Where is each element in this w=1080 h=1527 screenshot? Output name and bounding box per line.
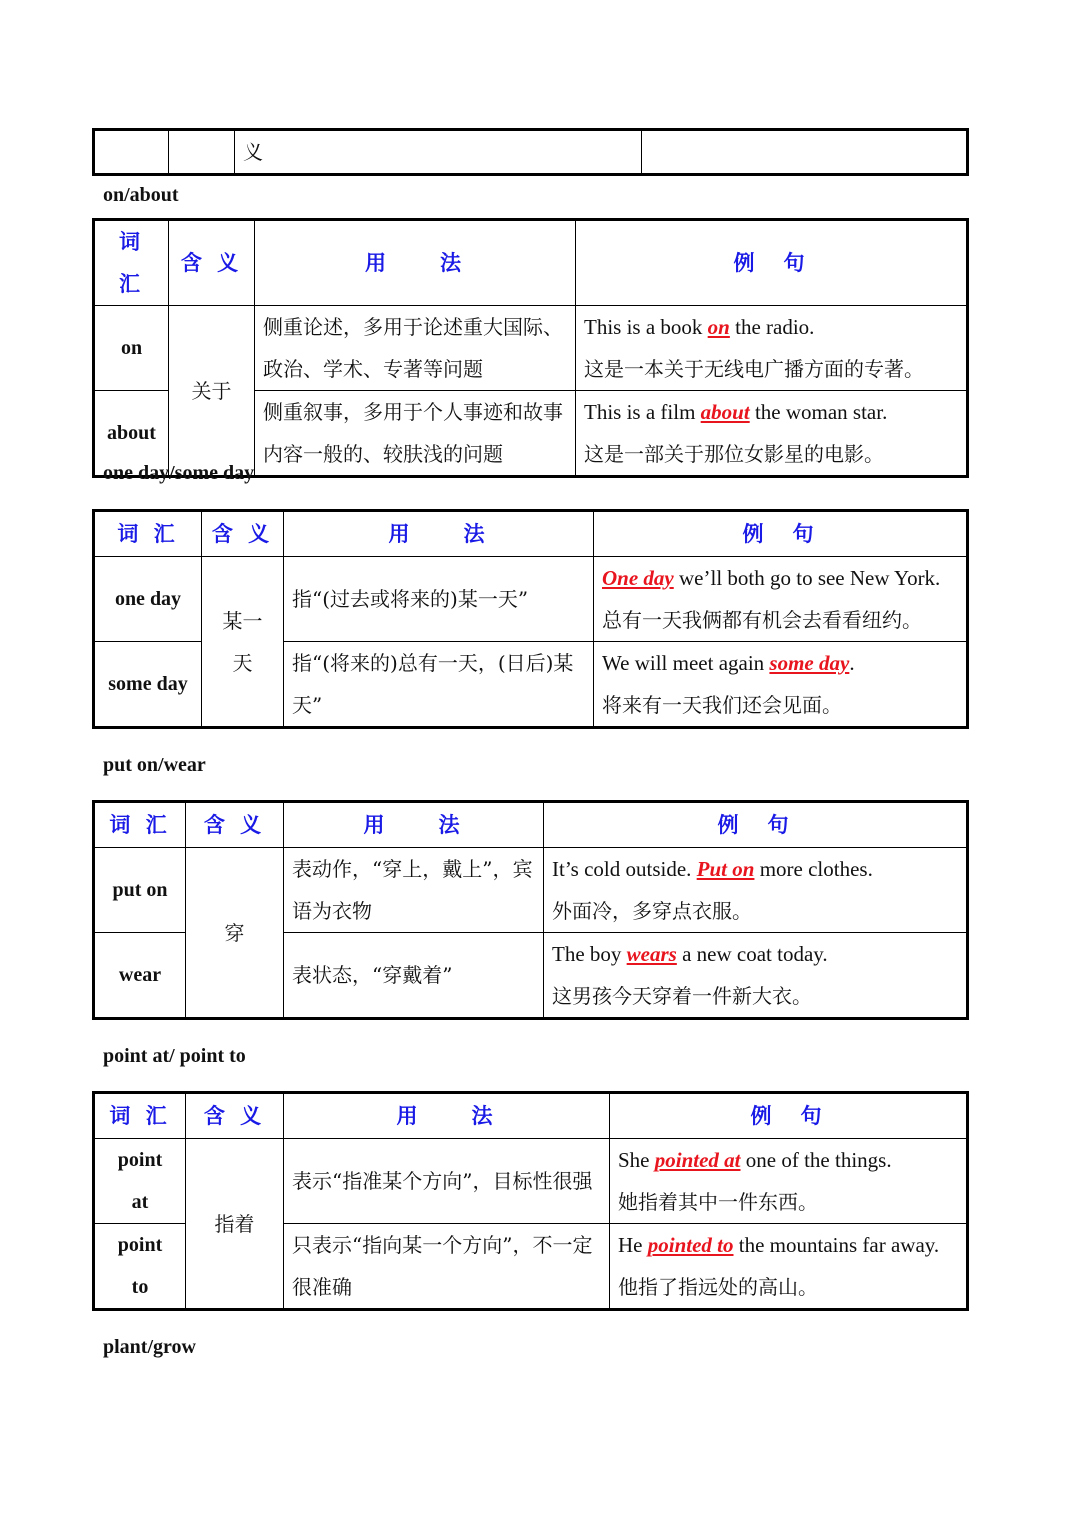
highlight-phrase: wears: [626, 942, 677, 966]
vocab-usage: 表状态，“穿戴着”: [284, 933, 544, 1019]
vocab-meaning: 某一天: [202, 557, 284, 728]
header-word: 词 汇: [94, 220, 169, 306]
example-zh: 总有一天我俩都有机会去看看纽约。: [602, 608, 922, 632]
vocab-meaning: 穿: [186, 848, 284, 1019]
vocab-example: [544, 848, 968, 933]
highlight-phrase: pointed at: [654, 1148, 741, 1172]
example-zh: 将来有一天我们还会见面。: [602, 693, 842, 717]
highlight-phrase: pointed to: [647, 1233, 734, 1257]
vocab-word: about: [94, 391, 169, 477]
section-heading: put on/wear: [103, 754, 206, 776]
vocab-word: on: [94, 306, 169, 391]
vocab-usage: 侧重论述，多用于论述重大国际、政治、学术、专著等问题: [255, 306, 576, 391]
highlight-phrase: One day: [602, 566, 674, 590]
vocab-example: [610, 1139, 968, 1224]
vocab-usage: 指“(过去或将来的)某一天”: [284, 557, 594, 642]
vocab-word: point to: [94, 1224, 186, 1310]
vocab-meaning: 指着: [186, 1139, 284, 1310]
header-usage: 用 法: [255, 220, 576, 306]
highlight-phrase: Put on: [696, 857, 755, 881]
highlight-phrase: about: [700, 400, 750, 424]
vocab-word: one day: [94, 557, 202, 642]
example-en: This is a film about the woman star.: [584, 400, 888, 424]
vocab-usage: 表动作，“穿上，戴上”，宾语为衣物: [284, 848, 544, 933]
top-fragment-table: [92, 128, 969, 176]
vocab-table-on-about: [92, 218, 969, 478]
example-zh: 这男孩今天穿着一件新大衣。: [552, 984, 812, 1008]
vocab-word: some day: [94, 642, 202, 728]
header-example: 例 句: [610, 1093, 968, 1139]
vocab-example: [610, 1224, 968, 1310]
vocab-usage: 侧重叙事，多用于个人事迹和故事内容一般的、较肤浅的问题: [255, 391, 576, 477]
example-zh: 这是一本关于无线电广播方面的专著。: [584, 357, 924, 381]
section-heading: on/about: [103, 184, 179, 206]
example-en: It’s cold outside. Put on more clothes.: [552, 857, 873, 881]
example-zh: 他指了指远处的高山。: [618, 1275, 818, 1299]
vocab-usage: 表示“指准某个方向”，目标性很强: [284, 1139, 610, 1224]
vocab-example: [594, 642, 968, 728]
section-heading: plant/grow: [103, 1336, 196, 1358]
vocab-word: point at: [94, 1139, 186, 1224]
highlight-phrase: on: [707, 315, 730, 339]
vocab-word: wear: [94, 933, 186, 1019]
header-meaning: 含 义: [186, 802, 284, 848]
vocab-example: [594, 557, 968, 642]
header-usage: 用 法: [284, 511, 594, 557]
header-word: 词 汇: [94, 511, 202, 557]
fragment-cell: 义: [235, 130, 642, 175]
example-en: She pointed at one of the things.: [618, 1148, 892, 1172]
example-en: One day we’ll both go to see New York.: [602, 566, 941, 590]
header-usage: 用 法: [284, 1093, 610, 1139]
header-usage: 用 法: [284, 802, 544, 848]
header-example: 例 句: [544, 802, 968, 848]
vocab-meaning: 关于: [169, 306, 255, 477]
example-zh: 这是一部关于那位女影星的电影。: [584, 442, 884, 466]
vocab-example: [576, 391, 968, 477]
vocab-example: [544, 933, 968, 1019]
vocab-table-one-day-some-day: [92, 509, 969, 729]
vocab-word: put on: [94, 848, 186, 933]
header-meaning: 含 义: [169, 220, 255, 306]
vocab-usage: 只表示“指向某一个方向”，不一定很准确: [284, 1224, 610, 1310]
vocab-table-put-on-wear: [92, 800, 969, 1020]
header-example: 例 句: [576, 220, 968, 306]
header-meaning: 含 义: [202, 511, 284, 557]
header-word: 词 汇: [94, 1093, 186, 1139]
header-meaning: 含 义: [186, 1093, 284, 1139]
example-en: The boy wears a new coat today.: [552, 942, 828, 966]
example-en: This is a book on the radio.: [584, 315, 815, 339]
vocab-table-point-at-point-to: [92, 1091, 969, 1311]
example-zh: 外面冷，多穿点衣服。: [552, 899, 752, 923]
header-word: 词 汇: [94, 802, 186, 848]
highlight-phrase: some day: [769, 651, 850, 675]
vocab-example: [576, 306, 968, 391]
section-heading: one day/some day: [103, 462, 255, 484]
section-heading: point at/ point to: [103, 1045, 246, 1067]
header-example: 例 句: [594, 511, 968, 557]
example-zh: 她指着其中一件东西。: [618, 1190, 818, 1214]
example-en: He pointed to the mountains far away.: [618, 1233, 940, 1257]
vocab-usage: 指“(将来的)总有一天，(日后)某天”: [284, 642, 594, 728]
example-en: We will meet again some day.: [602, 651, 855, 675]
